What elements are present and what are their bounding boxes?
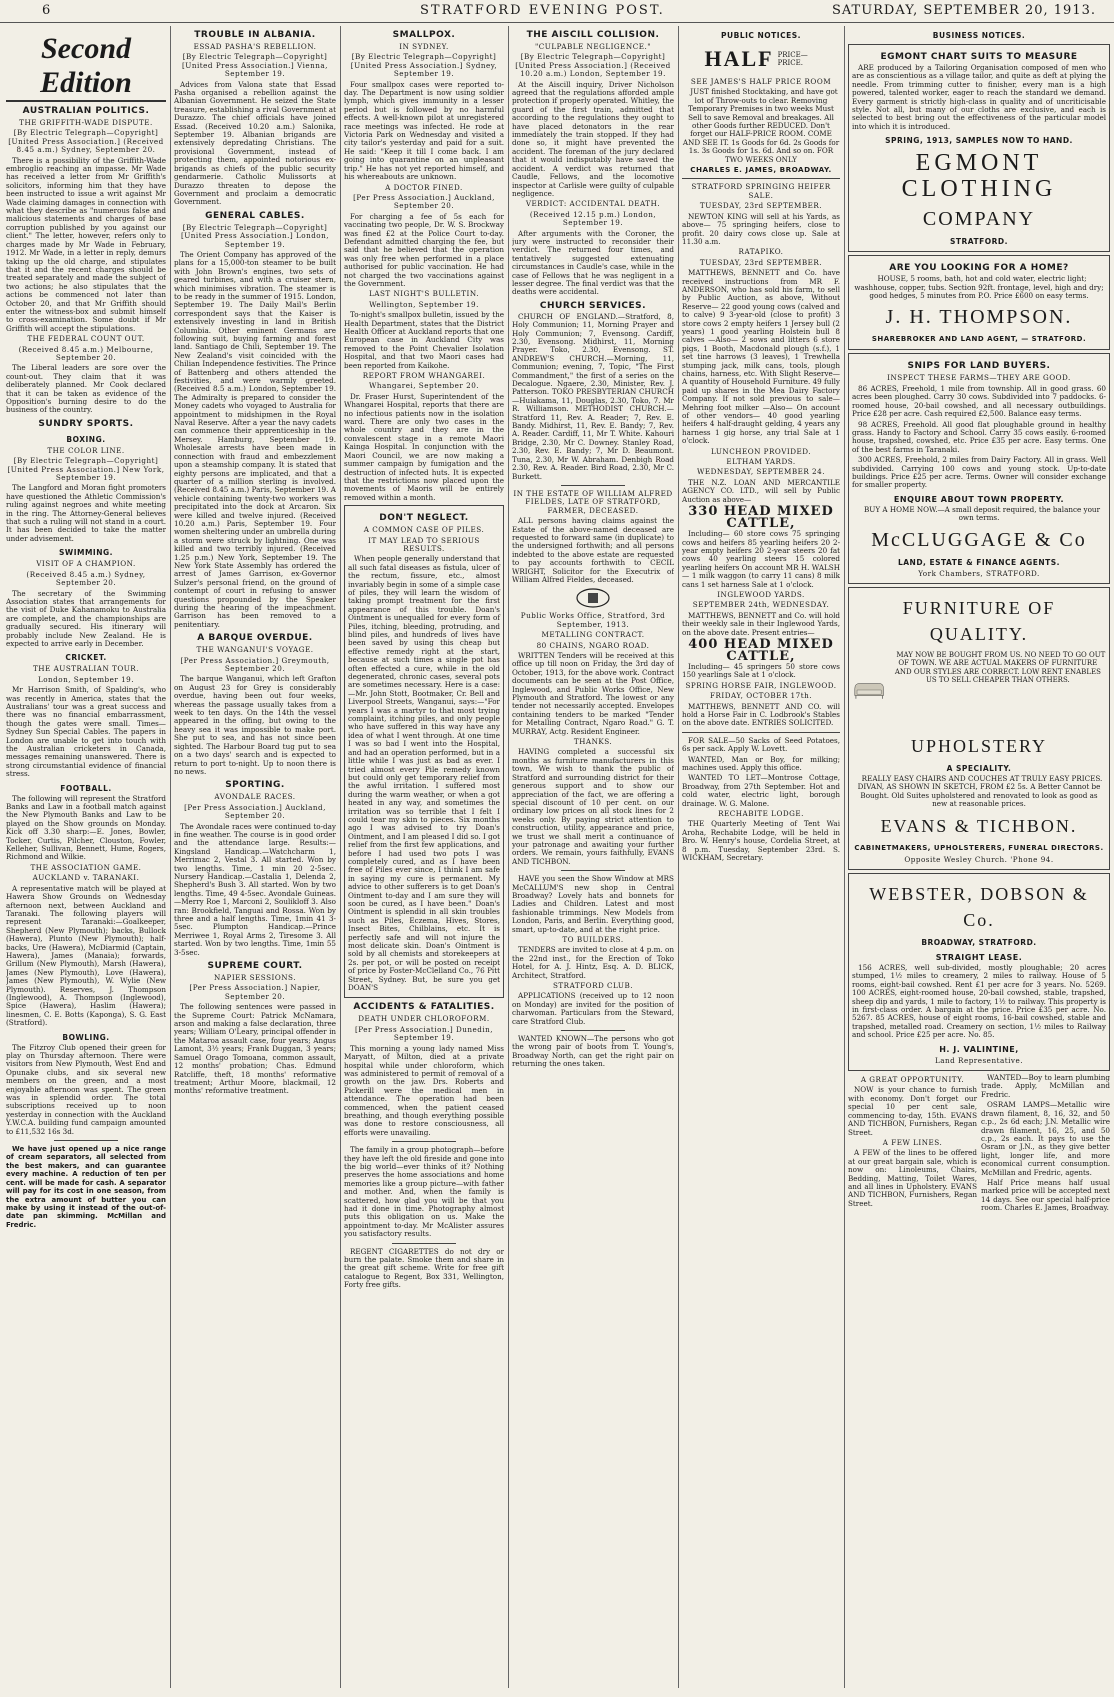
osram-advert: OSRAM LAMPS—Metallic wire drawn filament, 8, 16, 32, and 50 c.p., 2s 6d each; J.N. Metallic wire drawn filament, 16, 25, and 50 c.p., 2s each. It pays to use the Osram or J.N., as they give better light, longer life, and more economical current consumption. McMillan and Fredric, agents. xyxy=(981,1100,1110,1177)
advert-subline: ENQUIRE ABOUT TOWN PROPERTY. xyxy=(893,494,1065,504)
column-rule xyxy=(678,26,679,1688)
column-6 xyxy=(848,26,1110,1688)
upholstery-heading: UPHOLSTERY xyxy=(910,735,1047,756)
subhead: THE GRIFFITH-WADE DISPUTE. xyxy=(19,118,153,127)
section-football: FOOTBALL. xyxy=(60,783,112,793)
evans-name: EVANS & TICHBON. xyxy=(880,815,1078,836)
article-text: After arguments with the Coroner, the jury were instructed to reconsider their verdict. The returned four times, and tentatively suggested extenuating circumstances in Caudle's case, while in the case of Fellows that he was negligent in a lesser degree. The final verdict was that the deaths were accidental. xyxy=(512,228,674,297)
credit: [Per Press Association.] Auckland, September 20. xyxy=(353,192,495,211)
subhead: A FEW LINES. xyxy=(882,1137,943,1147)
subhead: ESSAD PASHA'S REBELLION. xyxy=(193,42,317,51)
sale-text: Including— 45 springers 50 store cows 150 yearlings Sale at 1 o'clock. xyxy=(682,661,840,680)
club-text: APPLICATIONS (received up to 12 noon on Monday) are invited for the position of charwoman. Particulars from the Steward, care Stratford Club. xyxy=(512,991,674,1026)
half-price-notice: Half Price means half usual marked price will be accepted next 14 days. See our special half-price room. Charles E. James, Broadway. xyxy=(981,1177,1110,1213)
office-line: Public Works Office, Stratford, 3rd September, 1913. xyxy=(520,611,666,629)
headline-accidents: ACCIDENTS & FATALITIES. xyxy=(353,1002,495,1013)
subhead: VISIT OF A CHAMPION. xyxy=(36,559,136,569)
subhead: A GREAT OPPORTUNITY. xyxy=(860,1075,965,1085)
article-text: Dr. Fraser Hurst, Superintendent of the Whangarei Hospital, reports that there are no infectious patients now in the isolation ward. There are only two cases in the whole country and they are in the convalescent stage in a remote Maori Kainga Hospital. In conjunction with the Maori Council, we are now making a summer campaign by fumigation and the destruction of infected huts. It is expected that the restrictions now placed upon the movements of Maoris will be entirely removed within a month. xyxy=(344,391,504,502)
credit: (Received 8.45 a.m.) Sydney, September 20. xyxy=(26,569,146,588)
column-4 xyxy=(512,26,674,1688)
credit: Whangarei, September 20. xyxy=(368,381,480,391)
article-text: The Liberal leaders are sore over the count-out. They claim that it was deliberately planned. Mr Cook declared that it can be taken as evidence of the Opposition's burning desire to do the business of the country. xyxy=(6,363,166,415)
advert-text: A FEW of the lines to be offered at our great bargain sale, which is now on: Linoleums, Chairs, Bedding, Matting, Toilet Wares, and all lines in Upholstery. EVANS AND TICHBON, Furnishers, Regan Street. xyxy=(848,1148,977,1208)
edition-title: Second Edition xyxy=(6,32,166,102)
credit: [Per Press Association.] Dunedin, September 19. xyxy=(354,1024,494,1043)
headline-aiscill-collision: THE AISCILL COLLISION. xyxy=(526,30,660,40)
to-let-notice: WANTED TO LET—Montrose Cottage, Broadway, from 27th September. Hot and cold water, electric light, borough drainage. W. G. Malone. xyxy=(682,773,840,808)
column-2 xyxy=(174,26,336,1688)
half-word: HALF xyxy=(704,46,774,71)
egmont-company: COMPANY xyxy=(922,208,1036,231)
headline-australian-politics: AUSTRALIAN POLITICS. xyxy=(22,106,150,116)
credit: (Received 12.15 p.m.) London, September 19. xyxy=(529,209,657,228)
subhead: THE AUSTRALIAN TOUR. xyxy=(33,664,139,674)
egmont-town: STRATFORD. xyxy=(950,237,1008,247)
advert-heading: DON'T NEGLECT. xyxy=(379,513,469,524)
subhead: RATAPIKO. xyxy=(738,247,784,257)
sale-text: MATTHEWS, BENNETT and Co. will hold their weekly sale in their Inglewood Yards, on the above date. Present entries— xyxy=(682,610,840,637)
webster-sub: BROADWAY, STRATFORD. xyxy=(921,938,1037,947)
credit: [Per Press Association.] Napier, September 20. xyxy=(189,983,321,1001)
subhead: SPRING HORSE FAIR, INGLEWOOD. xyxy=(685,680,837,690)
subhead: LUNCHEON PROVIDED. xyxy=(710,446,812,456)
snips-advert xyxy=(848,353,1110,584)
article-text: There is a possibility of the Griffith-Wade embroglio reaching an impasse. Mr Wade has received a letter from Mr Griffith's solicitors, informing him that they have been instructed to issue a writ against Mr Wade claiming damages in connection with what they describe as "numerous false and malicious statements and charges of base corruption published by you against our client." The letter, however, refers only to charges made by Mr Wade in February, 1912. Mr Wade, in a letter in reply, demurs taking up the old charge, and stipulates that it and the recent charges should be treated separately and made the subject of two actions; he also stipulates that the actions be commenced not later than October 20, and that Mr Griffith should enter the witness-box and submit himself to cross-examination. Some doubt if Mr Griffith will accept the stipulations. xyxy=(6,155,166,333)
credit: [By Electric Telegraph—Copyright] [United Press Association.] (Received 10.20 a.m.) London, September 19. xyxy=(515,52,671,79)
credit: [Per Press Association.] Greymouth, September 20. xyxy=(180,655,330,674)
column-rule xyxy=(508,26,509,1688)
subhead: VERDICT: ACCIDENTAL DEATH. xyxy=(525,199,661,209)
farm-listing: 98 ACRES, Freehold. All good flat ploughable ground in healthy grass. Handy to Factory and School. Carry 35 cows easily. 6-roomed house, trapshed, cowshed, etc. Price £35 per acre. Easy terms. One of the best farms in Taranaki. xyxy=(852,419,1106,454)
thompson-name: J. H. THOMPSON. xyxy=(885,306,1073,329)
advert-heading: SNIPS FOR LAND BUYERS. xyxy=(907,361,1051,372)
section-cricket: CRICKET. xyxy=(65,653,107,663)
evans-sub: CABINETMAKERS, UPHOLSTERERS, FUNERAL DIRECTORS. xyxy=(854,843,1104,852)
credit: [By Electric Telegraph—Copyright] [United Press Association.] Vienna, September 19. xyxy=(182,52,328,79)
mccluggage-name: McCLUGGAGE & Co xyxy=(871,528,1087,551)
thanks-text: HAVING completed a successful six months as furniture manufacturers in this town, We wish to thank the public of Stratford and surrounding district for their generous support and to show our appreciation of the fact, we are offering a special discount of 10 per cent. on our ordinary low prices on all stock lines for 2 weeks only. By paying strict attention to construction, utility, appearance and price, we trust we shall merit a continuance of your patronage and awaiting your further orders. We remain, yours faithfully, EVANS AND TICHBON. xyxy=(512,747,674,866)
tender-text: WRITTEN Tenders will be received at this office up till noon on Friday, the 3rd day of October, 1913, for the above work. Contract documents can be seen at the Post Office, Inglewood, and Public Works Office, New Plymouth and Stratford. The lowest or any tender not necessarily accepted. Envelopes containing tenders to be marked "Tender for Metalling Contract, Ngaro Road." G. T. MURRAY, Actg. Resident Engineer. xyxy=(512,651,674,736)
advert-text: REALLY EASY CHAIRS AND COUCHES AT TRULY EASY PRICES. DIVAN, AS SHOWN IN SKETCH, FROM £2 5s. A Better Cannot be Bought. Old Suites upholstered and renovated to look as good as new at reasonable prices. xyxy=(857,773,1103,809)
upholstery-sub: A SPECIALITY. xyxy=(946,763,1012,773)
evans-address: Opposite Wesley Church. 'Phone 94. xyxy=(904,854,1054,864)
mccluggage-address: York Chambers, STRATFORD. xyxy=(918,568,1040,578)
sofa-icon xyxy=(852,655,886,725)
egmont-advert xyxy=(848,44,1110,252)
webster-name: WEBSTER, DOBSON & Co. xyxy=(869,884,1089,930)
advert-text: ARE produced by a Tailoring Organisation composed of men who are as conscientious as a village tailor, and quite as deft at plying the needle. From trimming cutter to finisher, every man is a high powered, talented worker, eager to reach the standard we demand. Every garment is strictly high-class in quality and of uncriticisable style. Not all, but many of our cloths are exclusive, and each is selected to best bring out the effectiveness of the particular model into which it is introduced. xyxy=(852,63,1106,131)
advert-heading: EGMONT CHART SUITS TO MEASURE xyxy=(880,52,1078,62)
article-text: The following sentences were passed in the Supreme Court: Patrick McNamara, arson and making a false declaration, three years; William O'Leary, principal offender in the Mataroa assault case, four years; Angus Lamont, 3½ years; Frank Duggan, 3 years; Samuel Orago Tomoana, common assault, 12 months' probation; Chas. Edmund Ratcliffe, theft, 18 months' reformative treatment; Arthur Moore, blackmail, 12 months' reformative treatment. xyxy=(174,1002,336,1096)
subhead: RECHABITE LODGE. xyxy=(718,809,804,819)
masthead xyxy=(0,0,1114,23)
article-text: The secretary of the Swimming Association states that arrangements for the visit of Duke Kahanamoku to Australia are complete, and the championships are gradually secured. His itinerary will probably include New Zealand. He is expected to arrive early in December. xyxy=(6,588,166,648)
article-text: Four smallpox cases were reported to-day. The Department is now using soldier lymph, which gives immunity in a lesser period but is followed by no harmful effects. A well-known pilot at unregistered race meetings was infected. He rode at Victoria Park on Wednesday and visited a city tailor's yesterday and paid for a suit. He said: "Keep it till I come back. I am going into quarantine on an unpleasant trip." He has not yet reported himself, and his whereabouts are unknown. xyxy=(344,79,504,182)
date-line: WEDNESDAY, SEPTEMBER 24. xyxy=(697,467,825,477)
headline-smallpox: SMALLPOX. xyxy=(392,30,456,40)
credit: [By Electric Telegraph—Copyright] [United Press Association.] London, September 19. xyxy=(180,222,330,249)
subhead: A COMMON CASE OF PILES. xyxy=(363,525,485,535)
subhead: LAST NIGHT'S BULLETIN. xyxy=(369,289,479,299)
date-line: TUESDAY, 23rd SEPTEMBER. xyxy=(699,201,823,211)
subhead: STRATFORD CLUB. xyxy=(552,981,634,991)
builders-text: TENDERS are invited to close at 4 p.m. on the 22nd inst., for the Erection of Toko Hotel, for A. J. Hintz, Esq. A. D. BLICK, Architect, Stratford. xyxy=(512,945,674,980)
article-text: A representative match will be played at Hawera Show Grounds on Wednesday afternoon next, between Auckland and Taranaki. The following players will represent Taranaki:—Goalkeeper, Shepherd (New Plymouth); backs, Bullock (Hawera), Plunto (New Plymouth); half-backs, Ure (Hawera), McDiarmid (Captain, Hawera), James (Manaia); forwards, Grillum (New Plymouth), Marsh (Hawera), James (New Plymouth), Love (Hawera), James (New Plymouth), W. Wylie (New Plymouth). Reserves, J. Thompson (Inglewood), A. Thompson (Inglewood), Spice (Hawera), Haslim (Hawera); linesmen, C. E. Botts (Kaponga), S. G. East (Stratford). xyxy=(6,883,166,1028)
article-text: This morning a young lady named Miss Maryatt, of Milton, died at a private hospital while under chloroform, which was administered to permit of removal of a growth on the jaw. Drs. Roberts and Pickerill were the medical men in attendance. The operation had been commenced, when the patient ceased breathing, and though everything possible was done to restore consciousness, all efforts were unavailing. xyxy=(344,1043,504,1137)
advert-text: When people generally understand that all such fatal diseases as fistula, ulcer of the rectum, fissure, etc., almost invariably begin in some of a simple case of piles, they will learn the wisdom of taking prompt treatment for the first appearance of this trouble. Doan's Ointment is unequalled for every form of Piles, itching, bleeding, protruding, and blind piles, and hundreds of lives have been saved by using this cheap but effective remedy right at the start, because at such times a single pot has often effected a cure, while in the old degenerated, chronic cases, several pots are sometimes necessary. Here is a case:—Mr. John Stott, Bootmaker, Cr. Bell and Liverpool Streets, Wanganui, says:—"For years I was a martyr to that most trying complaint, itching piles, and only people who have suffered in this way have any idea of what I went through. At one time I was so bad I went into the Hospital, and had an operation performed, but in a little while I was just as bad as ever. I tried almost every Pile remedy known but could only get temporary relief from the awful irritation. I suffered most during the warm weather, or when a got heated in any way, and sometimes the irritation was so terrible that I felt I could tear my skin to pieces. Six months ago I was advised to try Doan's Ointment, and I am pleased I did so. I got relief from the first few applications, and before I had used two pots I was completely cured, and as I have been free of Piles ever since, I think I am safe in saying my cure is permanent. My advice to other sufferers is to get Doan's Ointment to-day and I am sure they will soon be cured, as I have been." Doan's Ointment is splendid in all skin troubles such as Piles, Eczema, Hives, Stores, Insect Bites, Chilblains, etc. It is perfectly safe and will not injure the most delicate skin. Doan's Ointment is sold by all chemists and storekeepers at 2s. per pot, or will be posted on receipt of price by Foster-McClelland Co., 76 Pitt Street, Sydney. But, be sure you get DOAN'S xyxy=(348,554,500,993)
sale-text: Including— 60 store cows 75 springing cows and heifers 85 yearling heifers 20 2-year empty heifers 20 2-year steers 20 fat cows 40 yearling steers 15 colored yearling heifers On account MR H. WALSH— 1 milk waggon (to carry 11 cans) 8 milk cans 1 set harness Sale at 1 o'clock. xyxy=(682,529,840,589)
lodge-text: THE Quarterly Meeting of Tent Wai Aroha, Rechabite Lodge, will be held in Bro. W. Henry's house, Cordelia Street, at 8 p.m. Tuesday, September 23rd. S. WICKHAM, Secretary. xyxy=(682,819,840,863)
subhead: METALLING CONTRACT. xyxy=(541,630,645,640)
advert-heading: FURNITURE OF QUALITY. xyxy=(902,597,1056,644)
advert-subline: INSPECT THESE FARMS—THEY ARE GOOD. xyxy=(887,373,1071,383)
half-price-text: JUST finished Stocktaking, and have got lot of Throw-outs to clear. Removing Temporary Premises in two weeks Must Sell to save Removal and breakages. All other Goods further REDUCED. Don't forget our HALF-PRICE ROOM. COME AND SEE IT. 1s Goods for 6d. 2s Goods for 1s. 3s Goods for 1s. 6d. And so on. FOR TWO WEEKS ONLY xyxy=(682,87,840,164)
article-text: The Orient Company has approved of the plans for a 15,000-ton steamer to be built with John Brown's engines, two sets of geared turbines, and with a cruiser stern, which minimises vibration. The steamer is to be ready in the summer of 1915. London, September 19. The Daily Mail's Berlin correspondent says that the Kaiser is extensively investing in land in British Columbia. Other eminent Germans are following suit, buying farming and forest land. Santiago de Chili, September 19. The New Zealand's visit coincided with the Chilian Independence festivities. The Prince of Battenberg and others attended the festivities, and were warmly greeted. (Received 8.5 a.m.) London, September 19. The Admiralty is prepared to consider the Money cadets who voyaged to Australia for appointment to midshipmen in the Royal Naval Reserve. After a year the navy cadets can commence their apprenticeship in the Mersey. Hamburg, September 19. Wholesale arrests have been made in connection with fraud and embezzlement upon a steamship company. It is stated that eighty persons are implicated, and that a quarter of a million sterling is involved. (Received 8.45 a.m.) Paris, September 19. A vehicle containing twenty-two workers was precipitated into the dock at Arcaron. Six were killed and twelve injured. (Received 10.20 a.m.) Paris, September 19. Four women sheltering under an umbrella during a storm were struck by lightning. One was killed and two terribly injured. (Received 1.25 p.m.) New York, September 19. The New York State Assembly has ordered the arrest of James Garrison, ex-Governor Sulzer's personal friend, on the ground of contempt of court in refusing to answer questions propounded by the Speaker during the hearing of the impeachment. Garrison has been removed to a penitentiary. xyxy=(174,249,336,629)
date-line: SEPTEMBER 24th, WEDNESDAY. xyxy=(692,600,830,610)
credit: [Per Press Association.] Auckland, September 20. xyxy=(184,802,326,821)
credit: Wellington, September 19. xyxy=(369,299,479,309)
column-rule xyxy=(170,26,171,1688)
paper-title: STRATFORD EVENING POST. xyxy=(420,3,665,18)
article-text: Advices from Valona state that Essad Pasha organised a rebellion against the Albanian Government. He seized the State treasure, establishing a rival Government at Durazzo. The chief officials have joined Essad. (Received 10.20 a.m.) Salonika, September 19. Albanian brigands are extensively depredating Christians. The provisional Government, instead of protecting them, appointed notorious ex-brigands as chiefs of the public security gendarmerie. Catholic Mulissorts at Durazzo threaten to depose the Government and proclaim a democratic Government. xyxy=(174,79,336,207)
sale-text: MATTHEWS, BENNETT and Co. have received instructions from MR F. ANDERSON, who has sold his farm, to sell by Public Auction, as above, Without Reserve— 22 good young cows (calved and to calve) 9 3-year-old (close to profit) 3 store cows 2 empty heifers 1 Jersey bull (2 years) 1 good yearling Holstein bull 8 calves —Also— 2 sows and litters 6 store pigs, 1 Booth, Macdonald plough (s.f.), 1 set tine harrows (3 leaves), 1 Trewhella stumping jack, milk cans, tools, plough chains, harness, etc. With Slight Reserve— A quantity of Household Furniture. 49 fully paid up shares in the Mea Dairy Factory Company. If not sold previous to sale— Mehring foot milker —Also— On account of other vendors— 40 good yearling heifers 4 half-draught gelding, 4 years any harness 1 gig horse, any trial Sale at 1 o'clock. xyxy=(682,268,840,446)
headline-albania: TROUBLE IN ALBANIA. xyxy=(194,30,316,40)
article-text: To-night's smallpox bulletin, issued by the Health Department, states that the District Health Officer at Auckland reports that one European case in Auckland City was removed to the Point Chevalier Isolation Hospital, and that two Maori cases had been reported from Kaikohe. xyxy=(344,310,504,370)
james-signature: CHARLES E. JAMES, BROADWAY. xyxy=(690,165,832,175)
valintine-name: H. J. VALINTINE, xyxy=(939,1044,1019,1054)
for-sale-notice: FOR SALE—50 Sacks of Seed Potatoes, 6s per sack. Apply W. Lovett. xyxy=(682,735,840,754)
page-number: 6 xyxy=(42,3,51,18)
doans-advert xyxy=(344,505,504,998)
section-swimming: SWIMMING. xyxy=(59,548,113,558)
article-text: The barque Wanganui, which left Grafton on August 23 for Grey is considerably overdue, having been out four weeks, whereas the passage usually takes from a week to ten days. On the 14th the vessel appeared in the offing, but owing to the heavy sea it was impossible to make port. She put to sea, and has not since been sighted. The Harbour Board tug put to sea on a two days' search and is expected to return to port to-night. Up to noon there is no news. xyxy=(174,674,336,776)
subhead: ELTHAM YARDS. xyxy=(726,457,796,467)
subhead: INGLEWOOD YARDS. xyxy=(717,589,805,599)
advert-text: HOUSE, 5 rooms, bath, hot and cold water, electric light; washhouse, copper, tubs. Section 92ft. frontage, level, high and dry; good hedges, 5 minutes from P.O. Price £600 on easy terms. xyxy=(854,274,1104,301)
wanted-boy: WANTED—Boy to learn plumbing trade. Apply, McMillan and Fredric. xyxy=(981,1073,1110,1099)
article-text: The Langford and Moran fight promoters have questioned the Athletic Commission's ruling against negroes and white meeting in the ring. The Attorney-General believes that such a ruling will not stand in a court. It has been decided to take the matter under advisement. xyxy=(6,483,166,543)
column-3 xyxy=(344,26,504,1688)
date-line: FRIDAY, OCTOBER 17th. xyxy=(709,691,813,701)
egmont-name: EGMONT CLOTHING xyxy=(901,150,1057,203)
subhead: THE WANGANUI'S VOYAGE. xyxy=(196,645,314,655)
subhead: REPORT FROM WHANGAREI. xyxy=(362,371,486,381)
estate-heading: IN THE ESTATE OF WILLIAM ALFRED FIELDES, LATE OF STRATFORD, FARMER, DECEASED. xyxy=(513,488,673,515)
column-rule xyxy=(844,26,845,1688)
mccallum-advert: HAVE you seen the Show Window at MRS McCALLUM'S new shop in Central Broadway? Lovely hats and bonnets for Ladies and Children. Latest and most fashionable trimmings. New Models from London, Paris, and Berlin. Everything good, smart, up-to-date, and at the right price. xyxy=(512,874,674,934)
subhead: NAPIER SESSIONS. xyxy=(214,973,296,983)
date-line: TUESDAY, 23rd SEPTEMBER. xyxy=(699,257,823,267)
subhead: IT MAY LEAD TO SERIOUS RESULTS. xyxy=(368,535,480,553)
sale-text: NEWTON KING will sell at his Yards, as above— 75 springing heifers, close to profit. 20 dairy cows close up. Sale at 11.30 a.m. xyxy=(682,211,840,246)
subhead: THE ASSOCIATION GAME. xyxy=(30,862,142,872)
wanted-notice: WANTED, Man or Boy, for milking; machines used. Apply this office. xyxy=(682,754,840,773)
section-bowling: BOWLING. xyxy=(62,1032,110,1042)
advert-heading: STRAIGHT LEASE. xyxy=(935,953,1023,962)
sale-text: MATTHEWS, BENNETT AND CO. will hold a Horse Fair in C. Lodbrook's Stables on the above date. ENTRIES SOLICITED. xyxy=(682,701,840,728)
subhead: THE FEDERAL COUNT OUT. xyxy=(27,334,145,344)
valintine-sub: Land Representative. xyxy=(934,1055,1024,1065)
sale-text: THE N.Z. LOAN AND MERCANTILE AGENCY CO. LTD., will sell by Public Auction as above— xyxy=(682,477,840,504)
wanted-known: WANTED KNOWN—The persons who got the wrong pair of boots from T. Young's, Broadway North, can get the right pair on returning the ones taken. xyxy=(512,1034,674,1069)
column-rule xyxy=(340,26,341,1688)
headline-sporting: SPORTING. xyxy=(225,780,285,791)
article-text: The following will represent the Stratford Banks and Law in a football match against the New Plymouth Banks and Law to be played on the Show grounds on Monday. Kick off 3.30 sharp:—E. Jones, Bowler, Tocker, Curtis, Pilcher, Clouston, Fowler, Kelleher, Sullivan, Bennett, Hume, Rogers, Richmond and Wilkie. xyxy=(6,793,166,862)
headline-barque-overdue: A BARQUE OVERDUE. xyxy=(197,633,313,644)
headline-general-cables: GENERAL CABLES. xyxy=(205,210,305,221)
church-text: CHURCH OF ENGLAND.—Stratford, 8, Holy Communion; 11, Morning Prayer and Holy Communion; 7, Evensong. Cardiff, 2.30, Evensong. Midhirst, 11, Morning Prayer. Toko, 2.30, Evensong. ST. ANDREW'S CHURCH.—Morning, 11, Communion; evening, 7, Topic, "The First Commandment," the first of a series on the Decalogue. Ngaere, 2.30, Minister, Rev. J. Patterson. TOKO PRESBYTERIAN CHURCH —Huiakama, 11, Douglas, 2.30, Toko, 7. Mr R. Williamson. METHODIST CHURCH.—Stratford 11, Rev. A. Reader; 7, Rev. E. Bandy. Midhirst, 11, Rev. E. Bandy; 7, Rev. A. Reader. Cardiff, 11, Mr T. White. Kahouri Bridge, 2.30, Mr C. Downey. Stanley Road, 2.30, Rev. E. Bandy; 7, Mr D. Beaumont. Tuna, 2.30, Mr W. Abraham. Denbigh Road 2.30, Rev. A. Reader. Bird Road, 2.30, Mr C. Burkett. xyxy=(512,311,674,481)
article-text: The Avondale races were continued to-day in fine weather. The course is in good order and the attendance large. Results:— Kingsland Handicap.—Watchcharm 1, Merrimac 2, Vestal 3. All started. Won by two lengths. Time, 1 min 20 2-5sec. Nursery Handicap.—Castalia 1, Delenda 2, Shepherd's Bush 3. All started. Won by two lengths. Time, 49 4-5sec. Avondale Guineas.—Merry Roe 1, Marconi 2, Soulikloff 3. Also ran: Brookfield, Tanguai and Rossa. Won by three and a half lengths. Time, 1min 41 3-5sec. Plumpton Handicap.—Prince Merriwee 1, Royal Arms 2, Tiresome 3. All started. Won by two lengths. Time, 1min 55 3-5sec. xyxy=(174,821,336,957)
price-word: PRICE—PRICE. xyxy=(777,50,808,67)
estate-text: ALL persons having claims against the Estate of the above-named deceased are requested to forward same (in duplicate) to the undersigned forthwith; and all persons indebted to the above estate are requested to pay accounts forthwith to CECIL WRIGHT, Solicitor for the Executrix of William Alfred Fieldes, deceased. xyxy=(512,516,674,584)
section-boxing: BOXING. xyxy=(66,434,106,444)
credit: London, September 19. xyxy=(37,674,135,684)
advert-text: NOW is your chance to furnish with economy. Don't forget our special 10 per cent sale, commencing to-day, 15th. EVANS AND TICHBON, Furnishers, Regan Street. xyxy=(848,1085,977,1137)
webster-advert xyxy=(848,873,1110,1071)
headline-supreme-court: SUPREME COURT. xyxy=(207,961,303,972)
subhead: STRATFORD SPRINGING HEIFER SALE. xyxy=(691,182,831,200)
credit: [By Electric Telegraph—Copyright] [United Press Association.] (Received 8.45 a.m.) Sydney, September 20. xyxy=(8,128,164,155)
thompson-sub: SHAREBROKER AND LAND AGENT, — STRATFORD. xyxy=(871,335,1087,344)
subhead: TO BUILDERS. xyxy=(562,935,624,944)
thompson-advert xyxy=(848,255,1110,350)
article-text: The Fitzroy Club opened their green for play on Thursday afternoon. There were visitors from New Plymouth, West End and Opunake clubs, and six several new members on the green, and a most enjoyable afternoon was spent. The green was in splendid order. The total subscriptions received up to noon yesterday in connection with the Auckland Y.W.C.A. building fund campaign amounted to £11,532 16s 3d. xyxy=(6,1042,166,1136)
mccluggage-sub: LAND, ESTATE & FINANCE AGENTS. xyxy=(897,557,1061,567)
subhead: "CULPABLE NEGLIGENCE." xyxy=(534,42,652,51)
advert-heading: ARE YOU LOOKING FOR A HOME? xyxy=(889,263,1069,274)
credit: (Received 8.45 a.m.) Melbourne, September 20. xyxy=(18,344,154,362)
issue-date: SATURDAY, SEPTEMBER 20, 1913. xyxy=(831,3,1096,18)
coat-of-arms-icon xyxy=(573,587,613,609)
furniture-advert xyxy=(848,587,1110,870)
subhead: DEATH UNDER CHLOROFORM. xyxy=(358,1014,490,1024)
subhead: THANKS. xyxy=(573,737,613,747)
subhead: AVONDALE RACES. xyxy=(214,792,296,802)
advert-text: BUY A HOME NOW.—A small deposit required, the balance your own terms. xyxy=(863,504,1101,523)
headline-sundry-sports: SUNDRY SPORTS. xyxy=(38,418,134,429)
separator-ad: We have just opened up a nice range of cream separators, all selected from the best makers, and can guarantee every machine. A reduction of ten per cent. will be made for cash. A separator will pay for its cost in one season, from the extra amount of butter you can make by using it instead of the out-of-date pan skimming. McMillan and Fredric. xyxy=(6,1145,166,1229)
advert-text: MAY NOW BE BOUGHT FROM US. NO NEED TO GO OUT OF TOWN. WE ARE ACTUAL MAKERS OF FURNITURE AND OUR STYLES ARE CORRECT. LOW RENT ENABLES US TO SELL CHEAPER THAN OTHERS. xyxy=(894,650,1106,685)
subhead: 80 CHAINS, NGARO ROAD. xyxy=(536,640,650,650)
article-text: At the Aiscill inquiry, Driver Nicholson agreed that the regulations afforded ample protection if properly operated. Whitley, the guard of the first train, admitted that according to the regulations they ought to have placed detonators in the rear immediately the train stopped. If they had done so, it might have prevented the accident. The foreman of the jury declared that it would indisputably have saved the accident. A verdict was returned that Caudle, Fellows, and the locomotive inspector at Carlisle were guilty of culpable negligence. xyxy=(512,79,674,198)
subhead: A DOCTOR FINED. xyxy=(385,182,463,192)
farm-listing: 156 ACRES, well sub-divided, mostly ploughable; 20 acres stumped, 1½ miles to creamery, 2 miles to railway. House of 5 rooms, eight-bail cowshed. Rent £1 per acre for 3 years. No. 5269. 100 ACRES, eight-roomed house, 20-bail cowshed, stable, trapshed, sheep dip and yards, 1 mile to factory, 1½ to railway. This property is in first-class order. A bargain at the price. Price £35 per acre. No. 5267. 85 ACRES, house of eight rooms, 16-bail cowshed, stable and trapshed, metalled road. Creamery on section, 1½ miles to Railway and school. Price £25 per acre. No. 85. xyxy=(852,963,1106,1040)
column-1 xyxy=(6,26,166,1688)
headline-church-services: CHURCH SERVICES. xyxy=(539,300,647,311)
business-notices-heading: BUSINESS NOTICES. xyxy=(932,31,1026,40)
column-5 xyxy=(682,26,840,1688)
article-text: For charging a fee of 5s each for vaccinating two people, Dr. W. S. Brockway was fined £2 at the Police Court to-day. Defendant admitted charging the fee, but said that he believed that the operation was only free when performed in a place authorised for public vaccination. He had not charged the two vaccinations against the Government. xyxy=(344,211,504,288)
cattle-headline: 330 HEAD MIXED CATTLE, xyxy=(688,504,834,532)
credit: [By Electric Telegraph—Copyright] [United Press Association.] Sydney, September 19. xyxy=(350,52,498,79)
credit: [By Electric Telegraph—Copyright] [United Press Association.] New York, September 19. xyxy=(7,456,165,483)
farm-listing: 300 ACRES, Freehold, 2 miles from Dairy Factory. All in grass. Well subdivided. Carrying 100 cows and young stock. Up-to-date buildings. Price £25 per acre. Terms. Owner will consider exchange for smaller property. xyxy=(852,455,1106,490)
advert-subline: SPRING, 1913, SAMPLES NOW TO HAND. xyxy=(885,136,1073,146)
see-james: SEE JAMES'S HALF PRICE ROOM xyxy=(690,77,832,86)
public-notices-heading: PUBLIC NOTICES. xyxy=(721,31,801,40)
subhead: IN SYDNEY. xyxy=(399,42,449,51)
cigarette-advert: REGENT CIGARETTES do not dry or burn the palate. Smoke them and share in the great gift scheme. Write for free gift catalogue to Regent, Box 331, Wellington, Forty free gifts. xyxy=(344,1246,504,1290)
photo-advert: The family in a group photograph—before they have left the old fireside and gone into the big world—ever thinks of it? Nothing preserves the home associations and home memories like a group picture—with father and mother. And, when the family is scattered, how glad you will be that you had it done in time. Photography almost puts this obligation on us. Make the appointment to-day. Mr McAlister assures you satisfactory results. xyxy=(344,1145,504,1239)
cattle-headline: 400 HEAD MIXED CATTLE, xyxy=(688,636,834,664)
subhead: AUCKLAND v. TARANAKI. xyxy=(32,873,140,883)
farm-listing: 86 ACRES, Freehold, 1 mile from township. All in good grass. 60 acres been ploughed. Carry 30 cows. Subdivided into 7 paddocks. 6-roomed house, 20-bail cowshed, and all necessary outbuildings. Price £28 per acre. Cash required £2,500. Balance easy terms. xyxy=(852,383,1106,419)
article-text: Mr Harrison Smith, of Spalding's, who was recently in America, states that the Australians' tour was a great success and there was no financial embarrassment, though the gates were small. Times—Sydney Sun Special Cables. The papers in London are unable to get into touch with the Australian cricketers in Canada, messages remaining unanswered. There is strong circumstantial evidence of financial stress. xyxy=(6,685,166,779)
subhead: THE COLOR LINE. xyxy=(47,445,125,455)
